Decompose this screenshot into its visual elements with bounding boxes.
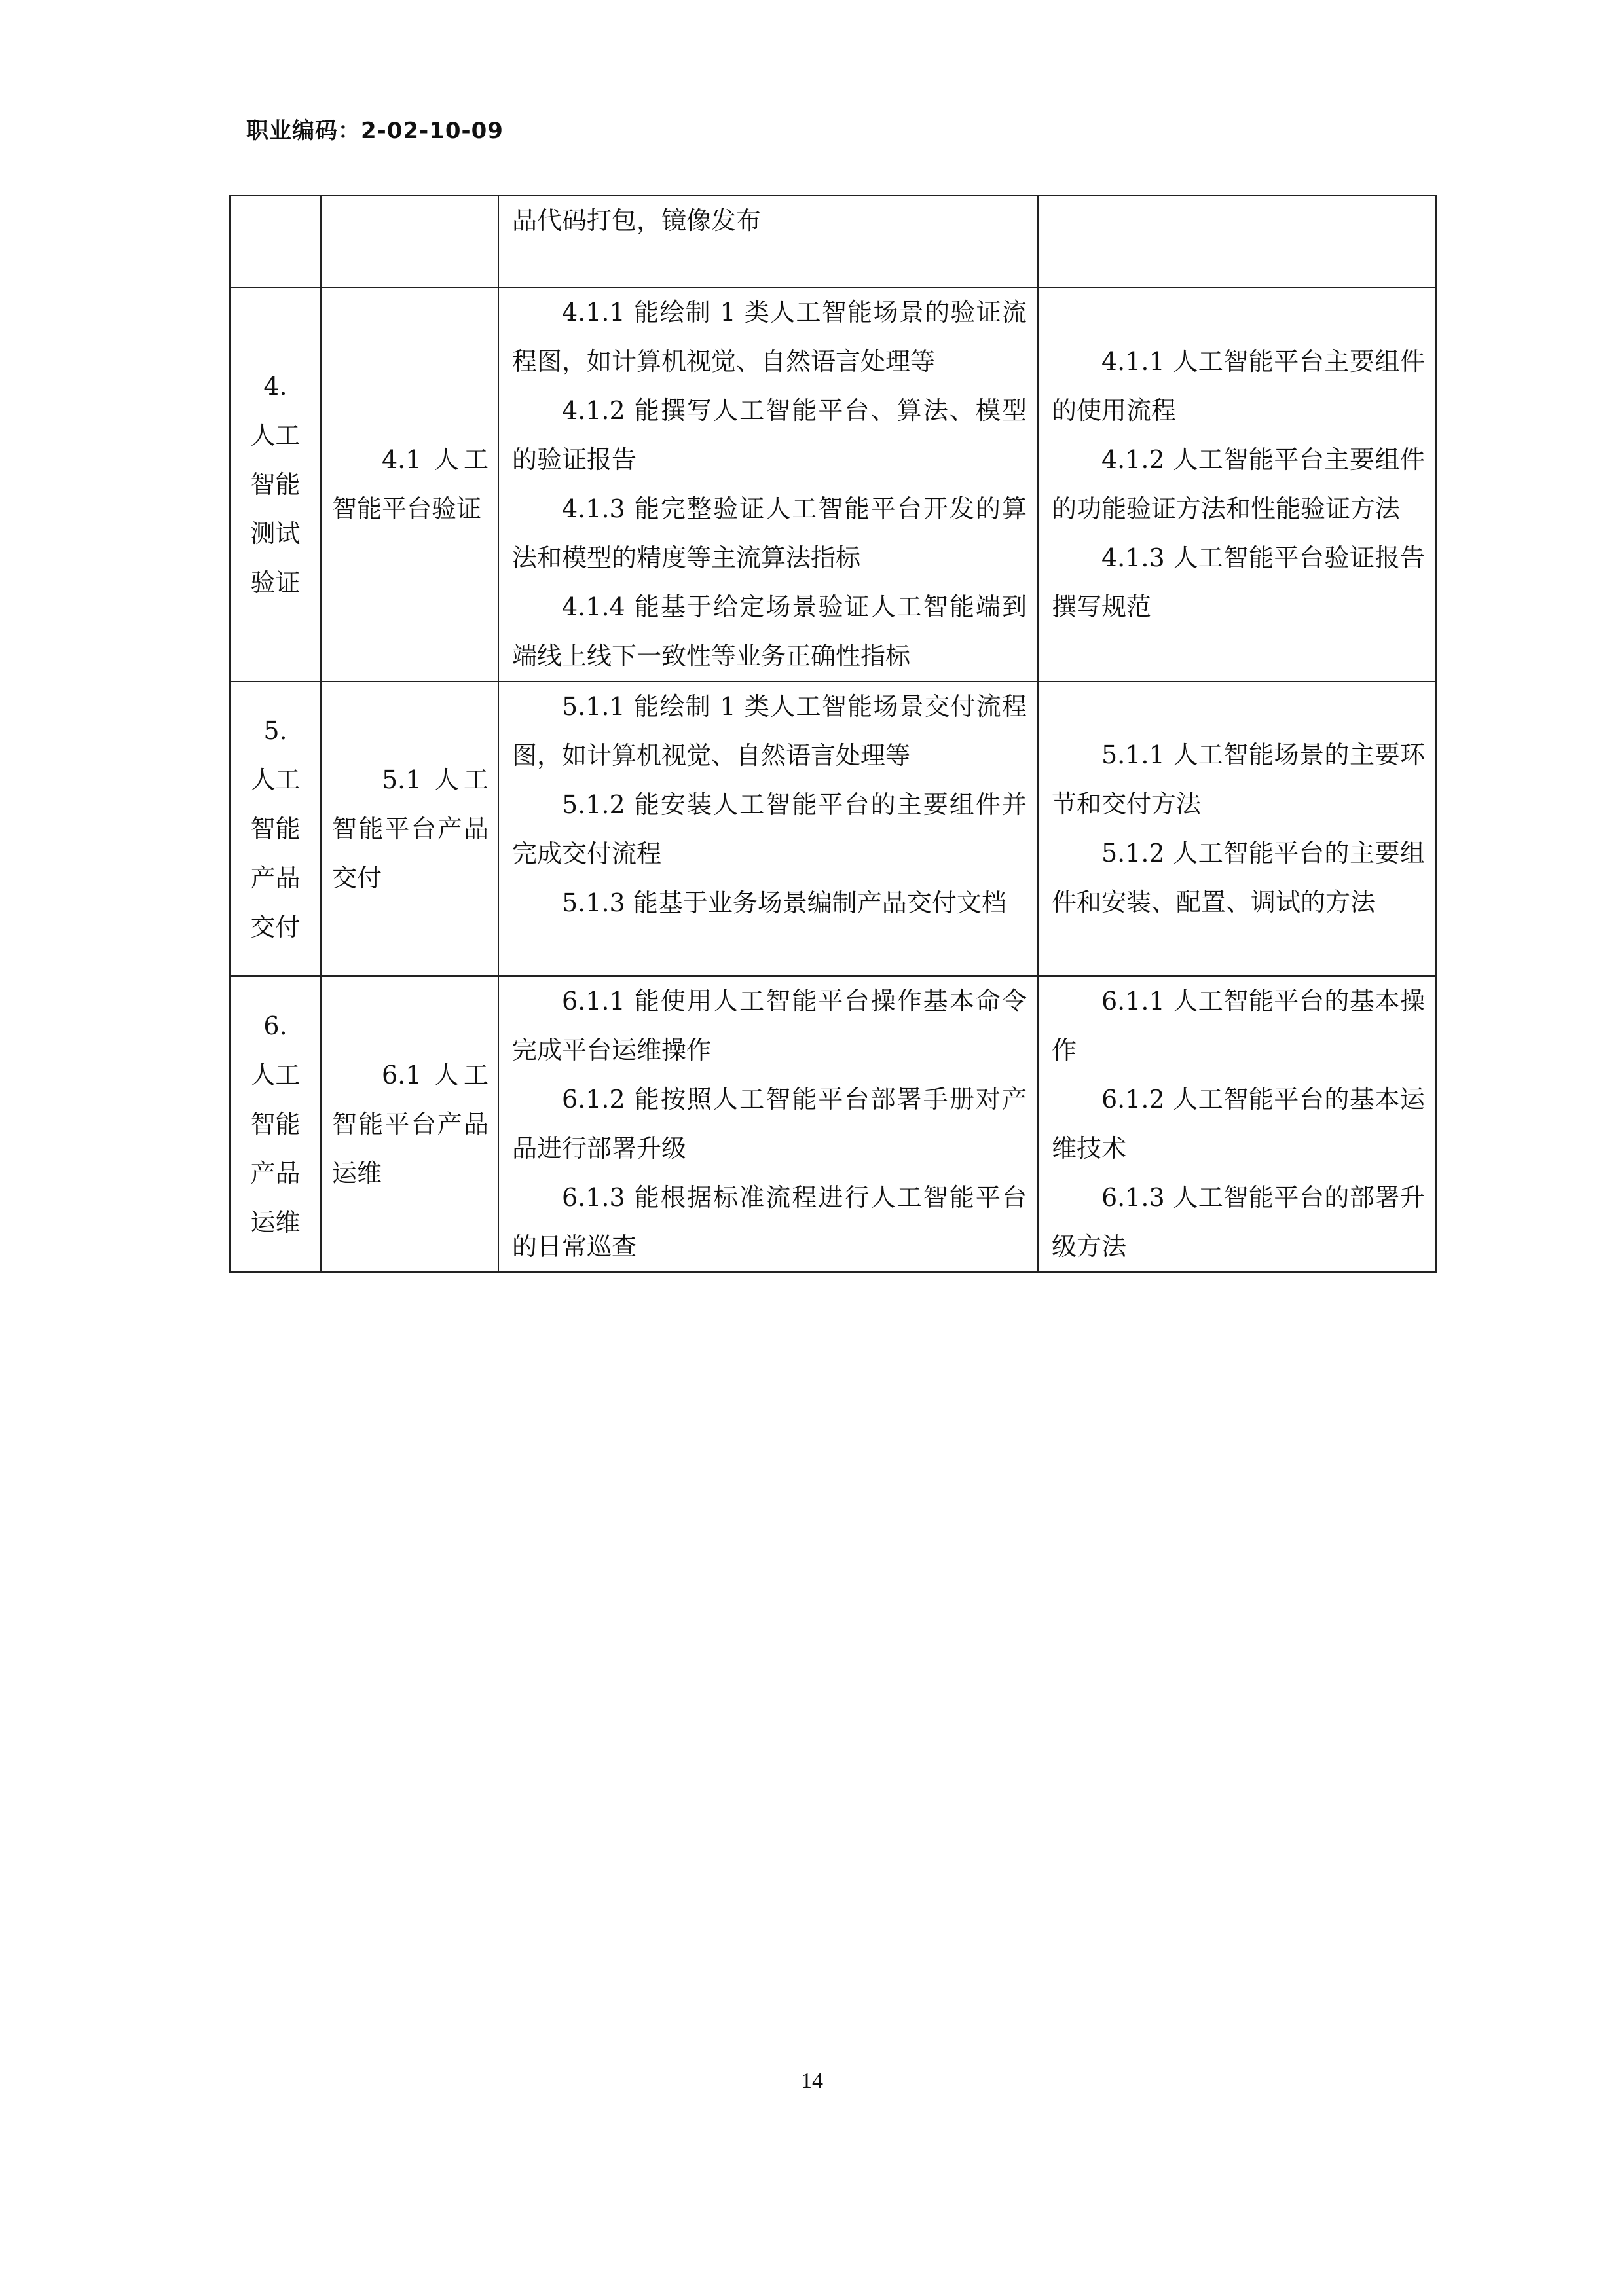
- skill-text: 4.1.4 能基于给定场景验证人工智能端到端线上线下一致性等业务正确性指标: [512, 592, 1027, 670]
- item-text: 5.1 人工智能平台产品交付: [332, 765, 489, 892]
- skill-text: 4.1.3 能完整验证人工智能平台开发的算法和模型的精度等主流算法指标: [512, 494, 1027, 572]
- page-number: 14: [801, 2069, 823, 2093]
- domain-line: 4.: [263, 371, 287, 401]
- skill-text: 6.1.1 能使用人工智能平台操作基本命令完成平台运维操作: [512, 987, 1027, 1065]
- domain-line: 智能: [250, 814, 301, 843]
- item-cell: [321, 196, 498, 287]
- knowledge-cell: [1038, 196, 1436, 287]
- domain-line: 交付: [250, 912, 301, 941]
- domain-line: 人工: [250, 765, 301, 794]
- item-cell: [321, 976, 498, 1272]
- skill-text: 5.1.2 能安装人工智能平台的主要组件并完成交付流程: [512, 790, 1027, 868]
- skills-table: [229, 195, 1437, 1273]
- skills-cell: [498, 196, 1038, 287]
- knowledge-text: 4.1.3 人工智能平台验证报告撰写规范: [1052, 543, 1425, 621]
- item-text: 6.1 人工智能平台产品运维: [332, 1060, 489, 1188]
- knowledge-cell: [1038, 287, 1436, 682]
- occupation-code: 职业编码：2-02-10-09: [246, 118, 504, 144]
- knowledge-text: 4.1.1 人工智能平台主要组件的使用流程: [1052, 347, 1425, 425]
- knowledge-text: 5.1.1 人工智能场景的主要环节和交付方法: [1052, 740, 1425, 818]
- domain-line: 5.: [263, 716, 287, 745]
- skills-cell: [498, 682, 1038, 976]
- domain-line: 人工: [250, 420, 301, 450]
- domain-line: 产品: [250, 863, 301, 892]
- skill-text: 5.1.1 能绘制 1 类人工智能场景交付流程图，如计算机视觉、自然语言处理等: [512, 692, 1027, 770]
- domain-line: 运维: [250, 1207, 301, 1237]
- skill-text: 6.1.3 能根据标准流程进行人工智能平台的日常巡查: [512, 1183, 1027, 1261]
- item-text: 4.1 人工智能平台验证: [332, 445, 489, 523]
- table-row-continuation: [230, 196, 1436, 287]
- domain-line: 验证: [250, 568, 301, 597]
- item-cell: [321, 682, 498, 976]
- skill-text: 4.1.2 能撰写人工智能平台、算法、模型的验证报告: [512, 396, 1027, 474]
- domain-line: 产品: [250, 1158, 301, 1188]
- domain-line: 测试: [250, 519, 301, 548]
- knowledge-text: 5.1.2 人工智能平台的主要组件和安装、配置、调试的方法: [1052, 839, 1425, 917]
- domain-cell: [230, 287, 321, 682]
- table-row: [230, 976, 1436, 1272]
- knowledge-text: 6.1.3 人工智能平台的部署升级方法: [1052, 1183, 1425, 1261]
- knowledge-text: 6.1.1 人工智能平台的基本操作: [1052, 987, 1425, 1065]
- domain-line: 人工: [250, 1060, 301, 1089]
- item-cell: [321, 287, 498, 682]
- knowledge-text: 4.1.2 人工智能平台主要组件的功能验证方法和性能验证方法: [1052, 445, 1425, 523]
- skill-text: 4.1.1 能绘制 1 类人工智能场景的验证流程图，如计算机视觉、自然语言处理等: [512, 298, 1027, 376]
- domain-cell: [230, 682, 321, 976]
- skill-continuation: 品代码打包，镜像发布: [512, 206, 762, 235]
- skill-text: 5.1.3 能基于业务场景编制产品交付文档: [562, 888, 1006, 917]
- skills-cell: [498, 976, 1038, 1272]
- domain-line: 6.: [263, 1011, 287, 1040]
- domain-line: 智能: [250, 1109, 301, 1139]
- knowledge-cell: [1038, 976, 1436, 1272]
- table-row: [230, 287, 1436, 682]
- domain-cell: [230, 976, 321, 1272]
- knowledge-text: 6.1.2 人工智能平台的基本运维技术: [1052, 1085, 1425, 1163]
- domain-line: 智能: [250, 469, 301, 499]
- domain-cell: [230, 196, 321, 287]
- skill-text: 6.1.2 能按照人工智能平台部署手册对产品进行部署升级: [512, 1085, 1027, 1163]
- knowledge-cell: [1038, 682, 1436, 976]
- skills-cell: [498, 287, 1038, 682]
- table-row: [230, 682, 1436, 976]
